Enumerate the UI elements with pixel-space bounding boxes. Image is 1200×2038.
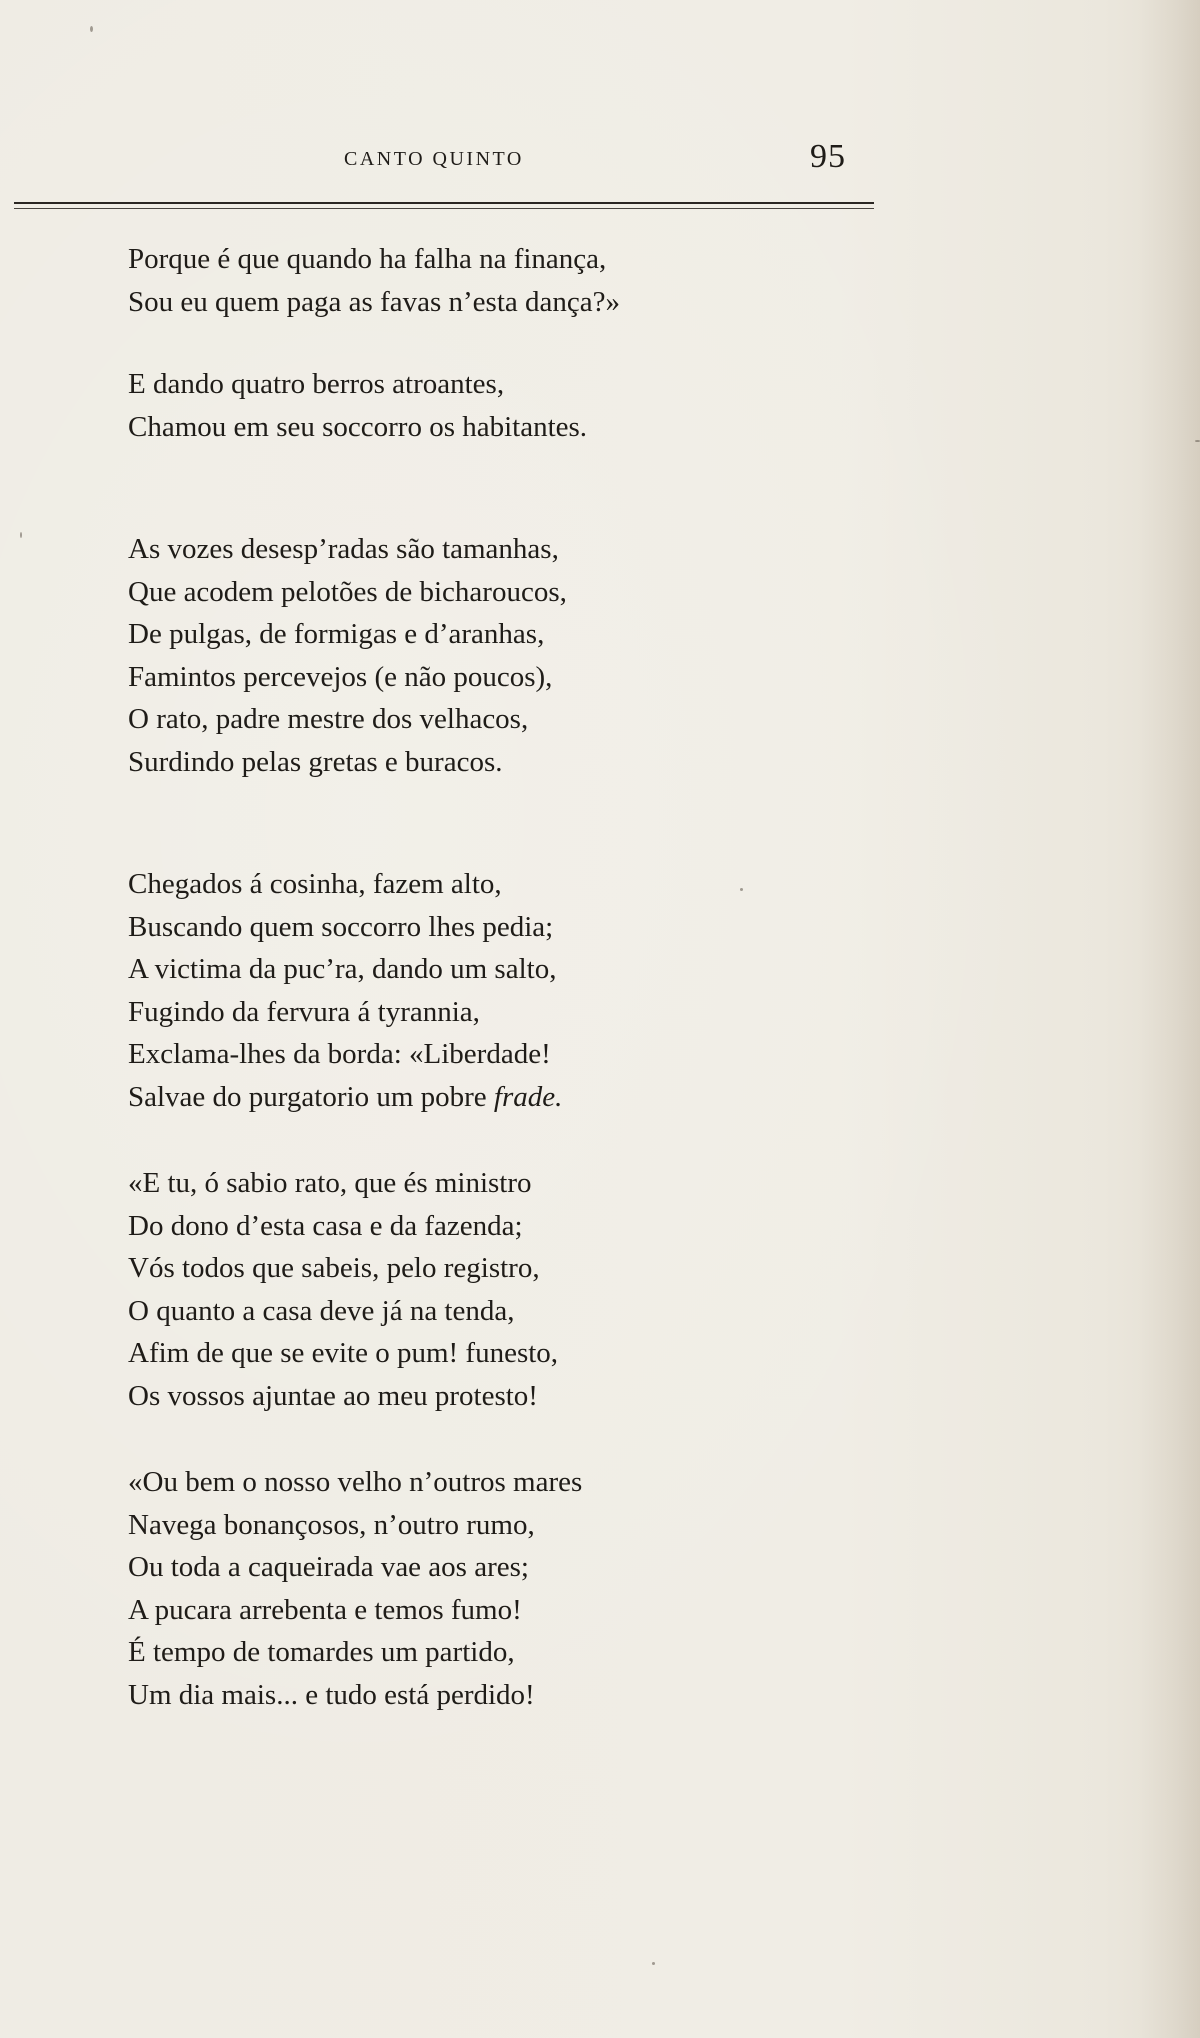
verse-line: E dando quatro berros atroantes,	[128, 368, 505, 400]
stanza-gap	[128, 448, 888, 528]
stanza-gap	[128, 783, 888, 863]
paper-speck	[740, 888, 743, 891]
running-head: CANTO QUINTO	[344, 148, 524, 170]
paper-speck	[90, 26, 93, 32]
verse-line: Ou toda a caqueirada vae aos ares;	[128, 1551, 529, 1583]
verse-line: As vozes desesp’radas são tamanhas,	[128, 533, 559, 565]
verse-line: Exclama-lhes da borda: «Liberdade!	[128, 1038, 551, 1070]
verse-line: A pucara arrebenta e temos fumo!	[128, 1593, 522, 1626]
stanza	[128, 1162, 888, 1417]
verse-line: Porque é que quando ha falha na finança,	[128, 243, 607, 275]
verse-line: Famintos percevejos (e não poucos),	[128, 660, 553, 693]
verse-line: Vós todos que sabeis, pelo registro,	[128, 1252, 540, 1284]
verse-line: «Ou bem o nosso velho n’outros mares	[128, 1466, 583, 1498]
header-rule-thick	[14, 202, 874, 204]
stanza	[128, 863, 888, 1118]
verse-line: Navega bonançosos, n’outro rumo,	[128, 1508, 535, 1541]
paper-speck	[652, 1962, 655, 1965]
verse-line: O quanto a casa deve já na tenda,	[128, 1294, 515, 1327]
verse-line: Chegados á cosinha, fazem alto,	[128, 868, 502, 900]
paper-speck	[20, 532, 22, 538]
verse-line: Surdindo pelas gretas e buracos.	[128, 745, 503, 778]
stanza	[128, 1461, 888, 1716]
verse-line: Buscando quem soccorro lhes pedia;	[128, 910, 554, 943]
stanza-gap	[128, 1417, 888, 1461]
verse-line: O rato, padre mestre dos velhacos,	[128, 703, 529, 735]
stanza	[128, 238, 888, 323]
verse-line: Sou eu quem paga as favas n’esta dança?»	[128, 285, 620, 318]
verse-line: De pulgas, de formigas e d’aranhas,	[128, 618, 545, 650]
verse-line: Chamou em seu soccorro os habitantes.	[128, 410, 588, 443]
verse-line: Fugindo da fervura á tyrannia,	[128, 995, 480, 1028]
poem-body	[128, 238, 888, 1716]
stanza-gap	[128, 1118, 888, 1162]
verse-line: Do dono d’esta casa e da fazenda;	[128, 1209, 523, 1242]
verse-line: Os vossos ajuntae ao meu protesto!	[128, 1379, 538, 1412]
italic-word: frade.	[493, 1080, 563, 1113]
verse-line	[128, 1076, 888, 1119]
stanza	[128, 528, 888, 783]
page-edge-shadow	[1140, 0, 1200, 2038]
verse-line: Afim de que se evite o pum! funesto,	[128, 1337, 559, 1369]
stanza	[128, 363, 888, 448]
verse-line: Que acodem pelotões de bicharoucos,	[128, 575, 567, 608]
verse-line: «E tu, ó sabio rato, que és ministro	[128, 1167, 532, 1199]
verse-line: É tempo de tomardes um partido,	[128, 1636, 515, 1668]
verse-line-text: Salvae do purgatorio um pobre	[128, 1080, 487, 1113]
verse-line: A victima da puc’ra, dando um salto,	[128, 953, 557, 985]
page-number: 95	[810, 138, 846, 175]
stanza-gap	[128, 323, 888, 363]
header-rule-thin	[14, 208, 874, 209]
paper-speck	[1195, 440, 1200, 442]
verse-line: Um dia mais... e tudo está perdido!	[128, 1678, 535, 1711]
